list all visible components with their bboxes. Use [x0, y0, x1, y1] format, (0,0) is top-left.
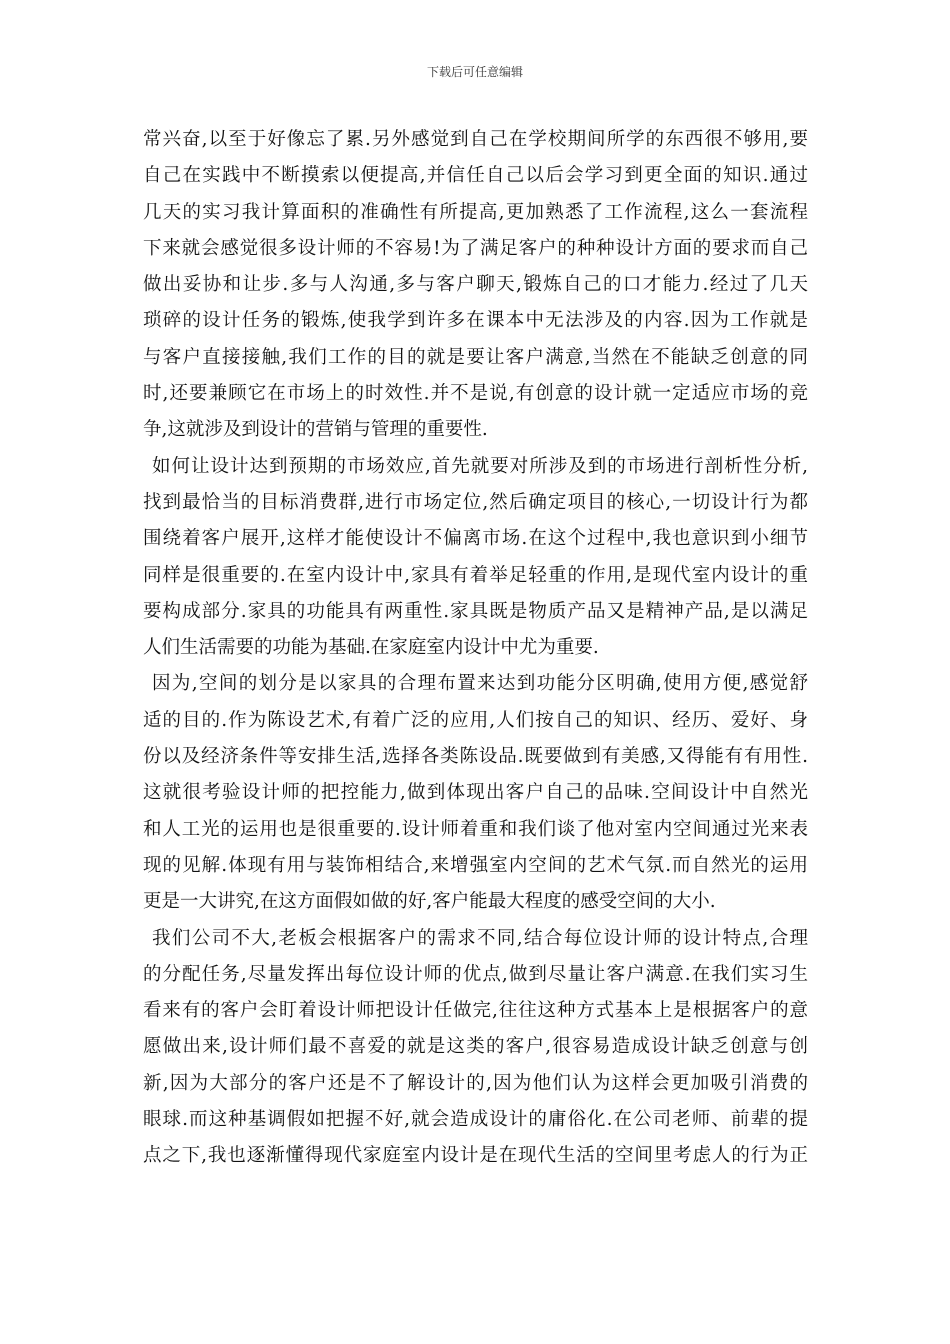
text-line: 常兴奋,以至于好像忘了累.另外感觉到自己在学校期间所学的东西很不够用,要: [143, 129, 808, 150]
text-line: 看来有的客户会盯着设计师把设计任做完,往往这种方式基本上是根据客户的意: [143, 1000, 808, 1022]
paragraph-2: [143, 449, 808, 667]
text-line: 点之下,我也逐渐懂得现代家庭室内设计是在现代生活的空间里考虑人的行为正: [143, 1145, 808, 1167]
text-line: 愿做出来,设计师们最不喜爱的就是这类的客户,很容易造成设计缺乏创意与创: [143, 1036, 808, 1058]
text-line: 争,这就涉及到设计的营销与管理的重要性.: [143, 419, 488, 441]
text-line: 这就很考验设计师的把控能力,做到体现出客户自己的品味.空间设计中自然光: [143, 782, 808, 804]
text-line: 做出妥协和让步.多与人沟通,多与客户聊天,锻炼自己的口才能力.经过了几天: [143, 274, 808, 296]
text-line: 适的目的.作为陈设艺术,有着广泛的应用,人们按自己的知识、经历、爱好、身: [143, 709, 808, 731]
text-line: 眼球.而这种基调假如把握不好,就会造成设计的庸俗化.在公司老师、前辈的提: [143, 1109, 808, 1131]
text-line: 时,还要兼顾它在市场上的时效性.并不是说,有创意的设计就一定适应市场的竞: [143, 383, 808, 405]
paragraph-4: [143, 921, 808, 1175]
text-line: 新,因为大部分的客户还是不了解设计的,因为他们认为这样会更加吸引消费的: [143, 1072, 808, 1094]
text-line: 与客户直接接触,我们工作的目的就是要让客户满意,当然在不能缺乏创意的同: [143, 346, 808, 368]
text-line: 围绕着客户展开,这样才能使设计不偏离市场.在这个过程中,我也意识到小细节: [143, 528, 808, 550]
text-line: 现的见解.体现有用与装饰相结合,来增强室内空间的艺术气氛.而自然光的运用: [143, 854, 808, 876]
text-line: 琐碎的设计任务的锻炼,使我学到许多在课本中无法涉及的内容.因为工作就是: [143, 310, 808, 332]
paragraph-1: [143, 122, 808, 449]
text-line: 自己在实践中不断摸索以便提高,并信任自己以后会学习到更全面的知识.通过: [143, 165, 808, 187]
text-line: 更是一大讲究,在这方面假如做的好,客户能最大程度的感受空间的大小.: [143, 891, 716, 913]
text-line: 同样是很重要的.在室内设计中,家具有着举足轻重的作用,是现代室内设计的重: [143, 564, 808, 586]
page-header: 下载后可任意编辑: [426, 65, 523, 79]
text-line: 找到最恰当的目标消费群,进行市场定位,然后确定项目的核心,一切设计行为都: [143, 491, 808, 513]
text-line: 要构成部分.家具的功能具有两重性.家具既是物质产品又是精神产品,是以满足: [143, 600, 808, 622]
text-line: 因为,空间的划分是以家具的合理布置来达到功能分区明确,使用方便,感觉舒: [152, 673, 808, 695]
paragraph-3: [143, 666, 808, 920]
text-line: 的分配任务,尽量发挥出每位设计师的优点,做到尽量让客户满意.在我们实习生: [143, 963, 808, 985]
text-line: 如何让设计达到预期的市场效应,首先就要对所涉及到的市场进行剖析性分析,: [152, 455, 808, 477]
text-line: 和人工光的运用也是很重要的.设计师着重和我们谈了他对室内空间通过光来表: [143, 818, 808, 840]
document-body: [143, 122, 808, 1175]
text-line: 份以及经济条件等安排生活,选择各类陈设品.既要做到有美感,又得能有有用性.: [143, 746, 808, 768]
text-line: 下来就会感觉很多设计师的不容易!为了满足客户的种种设计方面的要求而自己: [143, 237, 808, 259]
text-line: 我们公司不大,老板会根据客户的需求不同,结合每位设计师的设计特点,合理: [152, 927, 808, 949]
text-line: 几天的实习我计算面积的准确性有所提高,更加熟悉了工作流程,这么一套流程: [143, 201, 808, 223]
text-line: 人们生活需要的功能为基础.在家庭室内设计中尤为重要.: [143, 637, 599, 659]
